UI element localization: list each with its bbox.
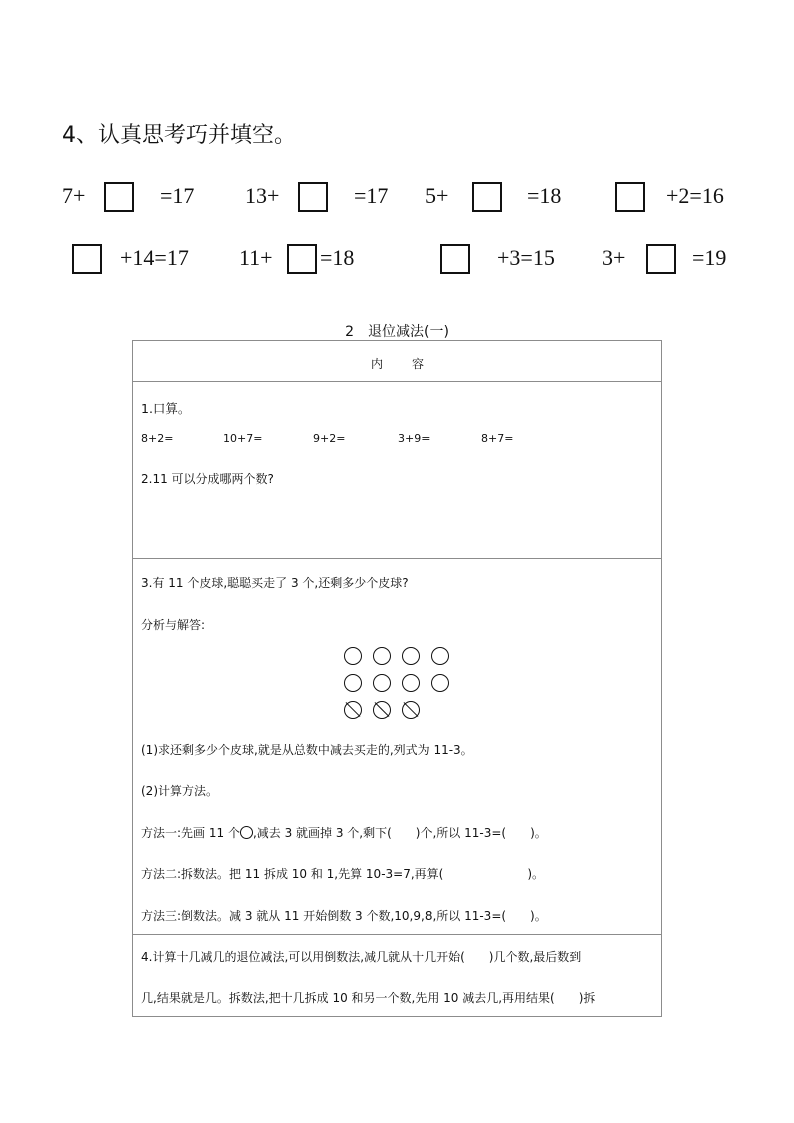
eq-text: 11+: [239, 245, 273, 270]
q4-line2: 几,结果就是几。拆数法,把十几拆成 10 和另一个数,先用 10 减去几,再用结果( )拆: [141, 991, 596, 1005]
row-divider: [133, 558, 661, 559]
eq-text: 13+: [245, 183, 280, 208]
method-one: [141, 824, 547, 841]
answer-box[interactable]: [287, 244, 317, 274]
crossed-ball-circle: [373, 701, 391, 719]
answer-box[interactable]: [104, 182, 134, 212]
calc-item: 3+9=: [398, 432, 431, 445]
q3-title: 3.有 11 个皮球,聪聪买走了 3 个,还剩多少个皮球?: [141, 576, 409, 590]
calc-item: 8+2=: [141, 432, 174, 445]
calc-item: 8+7=: [481, 432, 514, 445]
section-title: 2 退位减法(一): [345, 324, 449, 340]
ball-circle: [344, 647, 362, 665]
crossed-ball-circle: [402, 701, 420, 719]
calc-item: 9+2=: [313, 432, 346, 445]
eq-text: =19: [692, 245, 727, 270]
answer-box[interactable]: [646, 244, 676, 274]
q4-line1: 4.计算十几减几的退位减法,可以用倒数法,减几就从十几开始( )几个数,最后数到: [141, 950, 582, 964]
ball-circle: [402, 674, 420, 692]
q1-title: 1.口算。: [141, 401, 191, 416]
analysis-label: 分析与解答:: [141, 618, 206, 632]
q3-step2: (2)计算方法。: [141, 784, 218, 798]
eq-text: =18: [320, 245, 355, 270]
row-divider: [133, 381, 661, 382]
eq-text: 5+: [425, 183, 449, 208]
table-header-char: 容: [412, 357, 425, 371]
ball-circle: [344, 674, 362, 692]
table-header-char: 内: [371, 357, 384, 371]
ball-circle: [373, 674, 391, 692]
q2-title: 2.11 可以分成哪两个数?: [141, 472, 274, 486]
eq-text: 7+: [62, 183, 86, 208]
q3-step1: (1)求还剩多少个皮球,就是从总数中减去买走的,列式为 11-3。: [141, 743, 473, 757]
row-divider: [133, 934, 661, 935]
calc-item: 10+7=: [223, 432, 263, 445]
answer-box[interactable]: [72, 244, 102, 274]
eq-text: =17: [160, 183, 195, 208]
answer-box[interactable]: [440, 244, 470, 274]
crossed-ball-circle: [344, 701, 362, 719]
method-one-part2: ,减去 3 就画掉 3 个,剩下( )个,所以 11-3=( )。: [252, 826, 547, 840]
eq-text: 3+: [602, 245, 626, 270]
ball-circle: [431, 647, 449, 665]
answer-box[interactable]: [615, 182, 645, 212]
ball-circle: [373, 647, 391, 665]
ball-circle: [431, 674, 449, 692]
answer-box[interactable]: [472, 182, 502, 212]
eq-text: +3=15: [497, 245, 555, 270]
ball-circle: [402, 647, 420, 665]
content-table: [132, 340, 662, 1017]
circle-icon: [240, 826, 253, 839]
method-two: 方法二:拆数法。把 11 拆成 10 和 1,先算 10-3=7,再算( )。: [141, 867, 545, 881]
method-one-part1: 方法一:先画 11 个: [141, 826, 240, 840]
eq-text: +14=17: [120, 245, 189, 270]
answer-box[interactable]: [298, 182, 328, 212]
exercise-title: 4、认真思考巧并填空。: [62, 123, 296, 148]
method-three: 方法三:倒数法。减 3 就从 11 开始倒数 3 个数,10,9,8,所以 11-3=( )。: [141, 909, 547, 923]
eq-text: =17: [354, 183, 389, 208]
eq-text: =18: [527, 183, 562, 208]
eq-text: +2=16: [666, 183, 724, 208]
